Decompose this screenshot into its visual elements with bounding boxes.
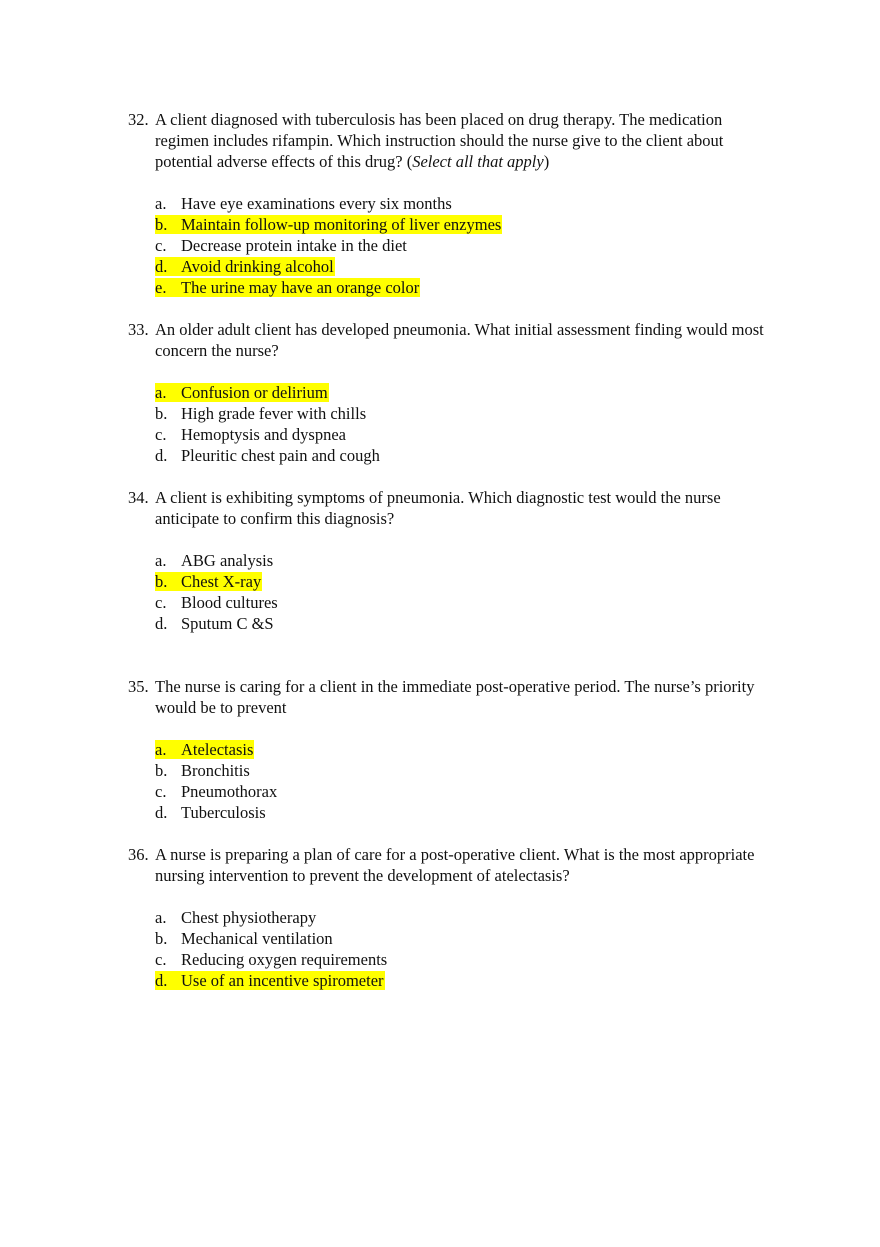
option-label: Chest physiotherapy [181, 908, 317, 927]
highlighted-answer [155, 278, 420, 297]
option-letter: b. [155, 215, 168, 234]
option-label: Mechanical ventilation [181, 929, 333, 948]
answer-option-highlighted [155, 970, 770, 991]
option-letter: d. [155, 971, 168, 990]
question-text: A client is exhibiting symptoms of pneumonia. Which diagnostic test would the nurse anticipate to confirm this diagnosis? [155, 488, 721, 528]
answer-option-text [155, 446, 381, 465]
question-stem [128, 844, 770, 886]
option-letter: c. [155, 425, 167, 444]
answer-option-text [155, 614, 275, 633]
answer-options [128, 739, 770, 823]
answer-option-text [155, 761, 251, 780]
question-number: 32. [128, 110, 149, 129]
option-label: Chest X-ray [181, 572, 262, 591]
option-letter: c. [155, 782, 167, 801]
answer-options [128, 193, 770, 298]
answer-option [155, 193, 770, 214]
option-letter: d. [155, 446, 168, 465]
option-label: Maintain follow-up monitoring of liver enzymes [181, 215, 502, 234]
answer-option-highlighted [155, 214, 770, 235]
answer-option-text [155, 236, 408, 255]
answer-option [155, 424, 770, 445]
option-label: Sputum C &S [181, 614, 274, 633]
option-label: Confusion or delirium [181, 383, 328, 402]
answer-option-highlighted [155, 277, 770, 298]
option-label: Use of an incentive spirometer [181, 971, 384, 990]
option-label: High grade fever with chills [181, 404, 367, 423]
option-label: The urine may have an orange color [181, 278, 420, 297]
answer-option-text [155, 950, 388, 969]
answer-option-text [155, 908, 317, 927]
question-32 [128, 109, 770, 298]
question-number: 34. [128, 488, 149, 507]
option-letter: b. [155, 761, 168, 780]
answer-option-text [155, 194, 453, 213]
option-letter: a. [155, 383, 167, 402]
highlighted-answer [155, 740, 254, 759]
question-stem [128, 487, 770, 529]
highlighted-answer [155, 215, 502, 234]
option-label: Atelectasis [181, 740, 254, 759]
question-34 [128, 487, 770, 634]
highlighted-answer [155, 257, 335, 276]
answer-option [155, 802, 770, 823]
answer-option-highlighted [155, 382, 770, 403]
answer-option [155, 550, 770, 571]
option-letter: b. [155, 404, 168, 423]
question-stem [128, 109, 770, 172]
question-35 [128, 676, 770, 823]
answer-options [128, 382, 770, 466]
select-all-instruction: Select all that apply [412, 152, 544, 171]
question-number: 33. [128, 320, 149, 339]
option-letter: d. [155, 614, 168, 633]
option-letter: a. [155, 908, 167, 927]
highlighted-answer [155, 971, 385, 990]
question-text-main: A client diagnosed with tuberculosis has been placed on drug therapy. The medication regimen includes rifampin. Which instruction should the nurse give to the client about potential adverse effects of this drug? ( [155, 110, 724, 171]
question-text [155, 109, 770, 172]
question-text: A nurse is preparing a plan of care for a post-operative client. What is the most appropriate nursing intervention to prevent the development of atelectasis? [155, 845, 755, 885]
answer-option-text [155, 425, 347, 444]
answer-option [155, 445, 770, 466]
option-letter: a. [155, 551, 167, 570]
option-letter: b. [155, 572, 168, 591]
answer-option-highlighted [155, 256, 770, 277]
option-label: Pneumothorax [181, 782, 278, 801]
answer-option [155, 760, 770, 781]
option-label: Hemoptysis and dyspnea [181, 425, 346, 444]
option-label: Pleuritic chest pain and cough [181, 446, 380, 465]
answer-option-text [155, 929, 334, 948]
answer-option [155, 781, 770, 802]
highlighted-answer [155, 383, 329, 402]
answer-option [155, 403, 770, 424]
answer-options [128, 550, 770, 634]
option-letter: c. [155, 593, 167, 612]
option-letter: c. [155, 236, 167, 255]
option-label: Have eye examinations every six months [181, 194, 452, 213]
answer-option [155, 613, 770, 634]
answer-option [155, 235, 770, 256]
option-letter: a. [155, 740, 167, 759]
question-text-end: ) [543, 152, 550, 171]
option-label: Avoid drinking alcohol [181, 257, 334, 276]
option-label: Decrease protein intake in the diet [181, 236, 407, 255]
question-text: The nurse is caring for a client in the immediate post-operative period. The nurse’s priority would be to prevent [155, 677, 755, 717]
question-stem [128, 676, 770, 718]
answer-options [128, 907, 770, 991]
option-label: Reducing oxygen requirements [181, 950, 388, 969]
question-number: 35. [128, 677, 149, 696]
option-letter: d. [155, 257, 168, 276]
question-33 [128, 319, 770, 466]
option-label: Blood cultures [181, 593, 278, 612]
answer-option-text [155, 593, 279, 612]
answer-option-text [155, 551, 274, 570]
answer-option-text [155, 782, 278, 801]
answer-option-text [155, 404, 367, 423]
option-letter: d. [155, 803, 168, 822]
option-label: Tuberculosis [181, 803, 266, 822]
answer-option [155, 928, 770, 949]
option-letter: c. [155, 950, 167, 969]
question-36 [128, 844, 770, 991]
answer-option-highlighted [155, 739, 770, 760]
option-label: ABG analysis [181, 551, 274, 570]
highlighted-answer [155, 572, 262, 591]
option-letter: e. [155, 278, 167, 297]
answer-option [155, 949, 770, 970]
answer-option [155, 907, 770, 928]
option-letter: b. [155, 929, 168, 948]
option-label: Bronchitis [181, 761, 250, 780]
option-letter: a. [155, 194, 167, 213]
answer-option-text [155, 803, 267, 822]
question-text: An older adult client has developed pneumonia. What initial assessment finding would most concern the nurse? [155, 320, 764, 360]
question-number: 36. [128, 845, 149, 864]
question-stem [128, 319, 770, 361]
answer-option [155, 592, 770, 613]
answer-option-highlighted [155, 571, 770, 592]
